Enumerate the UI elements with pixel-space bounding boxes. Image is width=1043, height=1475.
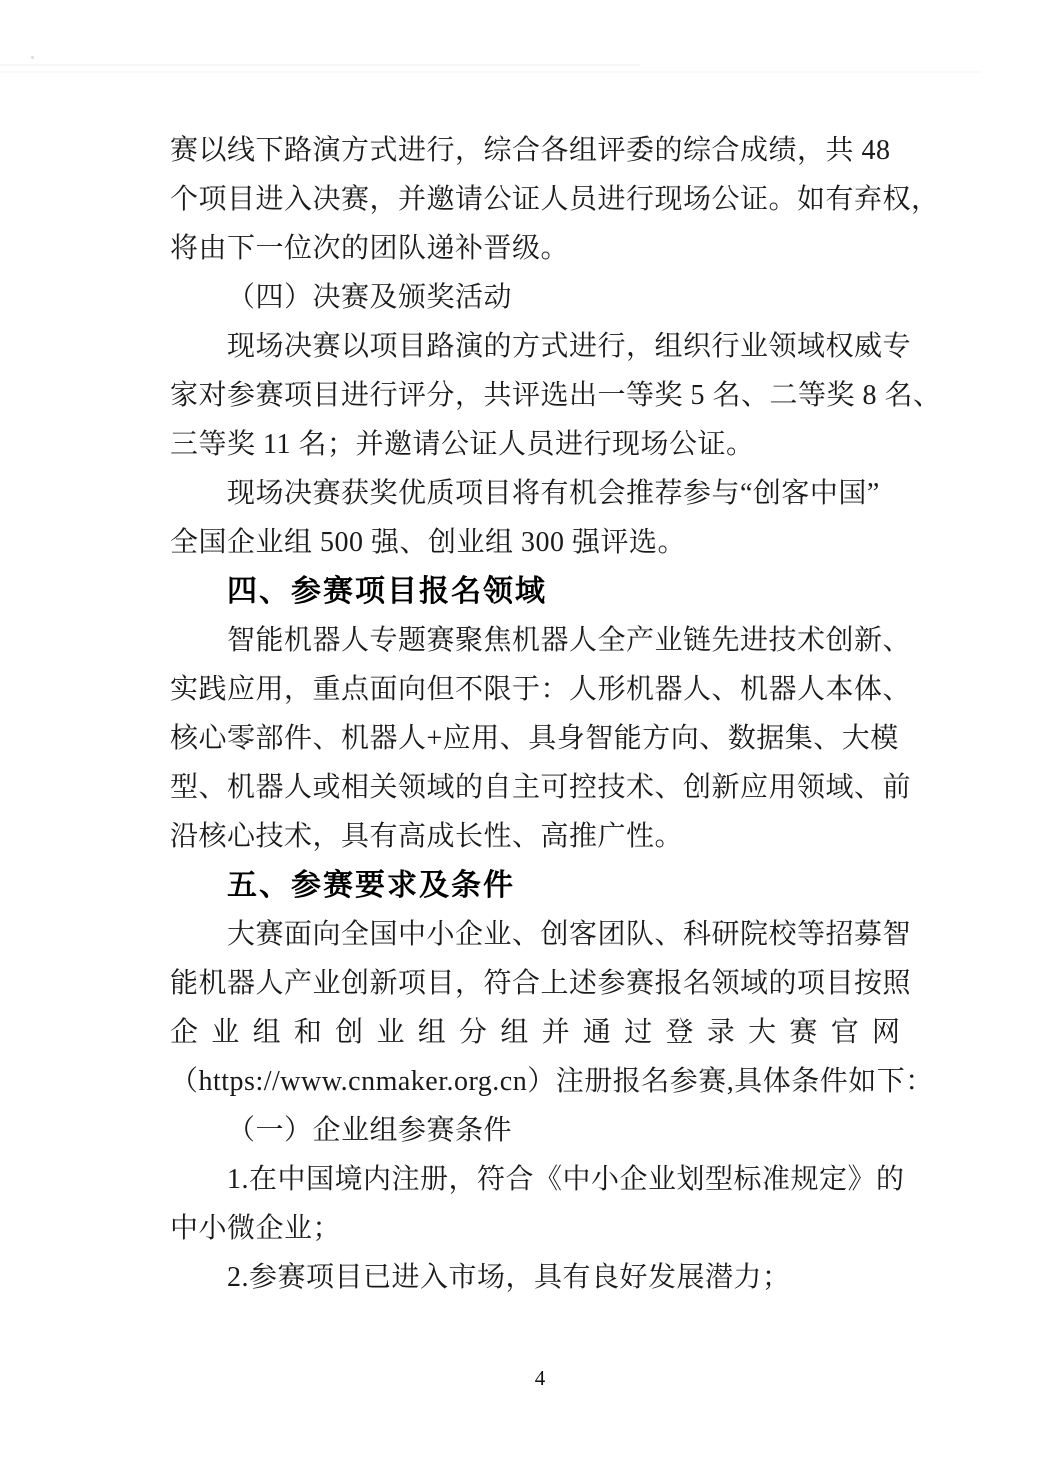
body-line: 三等奖 11 名；并邀请公证人员进行现场公证。 [170,429,755,460]
body-line: 实践应用，重点面向但不限于：人形机器人、机器人本体、 [170,674,912,705]
body-line: 智能机器人专题赛聚焦机器人全产业链先进技术创新、 [227,625,912,656]
document-text-block [170,126,942,1302]
subheading-enterprise-group: （一）企业组参赛条件 [227,1115,513,1146]
body-line: 赛以线下路演方式进行，综合各组评委的综合成绩，共 48 [170,135,891,166]
scan-artifact [0,64,640,66]
heading-section-5: 五、参赛要求及条件 [227,869,515,902]
body-line: 型、机器人或相关领域的自主可控技术、创新应用领域、前 [170,772,912,803]
body-line: 现场决赛获奖优质项目将有机会推荐参与“创客中国” [227,478,880,509]
body-line: 中小微企业； [170,1213,342,1244]
body-line: 家对参赛项目进行评分，共评选出一等奖 5 名、二等奖 8 名、 [170,380,942,411]
body-line: 大赛面向全国中小企业、创客团队、科研院校等招募智 [227,919,912,950]
body-line: 全国企业组 500 强、创业组 300 强评选。 [170,527,687,558]
body-line: 能机器人产业创新项目，符合上述参赛报名领域的项目按照 [170,968,912,999]
heading-section-4: 四、参赛项目报名领域 [227,575,547,608]
page-number: 4 [534,1366,546,1390]
scan-artifact [0,71,980,73]
body-line: 个项目进入决赛，并邀请公证人员进行现场公证。如有弃权， [170,184,940,215]
body-line: 1.在中国境内注册，符合《中小企业划型标准规定》的 [227,1164,905,1195]
body-line: 现场决赛以项目路演的方式进行，组织行业领域权威专 [227,331,912,362]
body-line-with-url: （https://www.cnmaker.org.cn）注册报名参赛,具体条件如下： [170,1066,934,1097]
scan-artifact [31,56,34,59]
body-line-justified: 企业组和创业组分组并通过登录大赛官网 [170,1017,910,1048]
subheading-final-and-awards: （四）决赛及颁奖活动 [227,282,513,313]
body-line: 核心零部件、机器人+应用、具身智能方向、数据集、大模 [170,723,899,754]
body-line: 沿核心技术，具有高成长性、高推广性。 [170,821,684,852]
body-line: 将由下一位次的团队递补晋级。 [170,233,570,264]
body-line: 2.参赛项目已进入市场，具有良好发展潜力； [227,1262,791,1293]
